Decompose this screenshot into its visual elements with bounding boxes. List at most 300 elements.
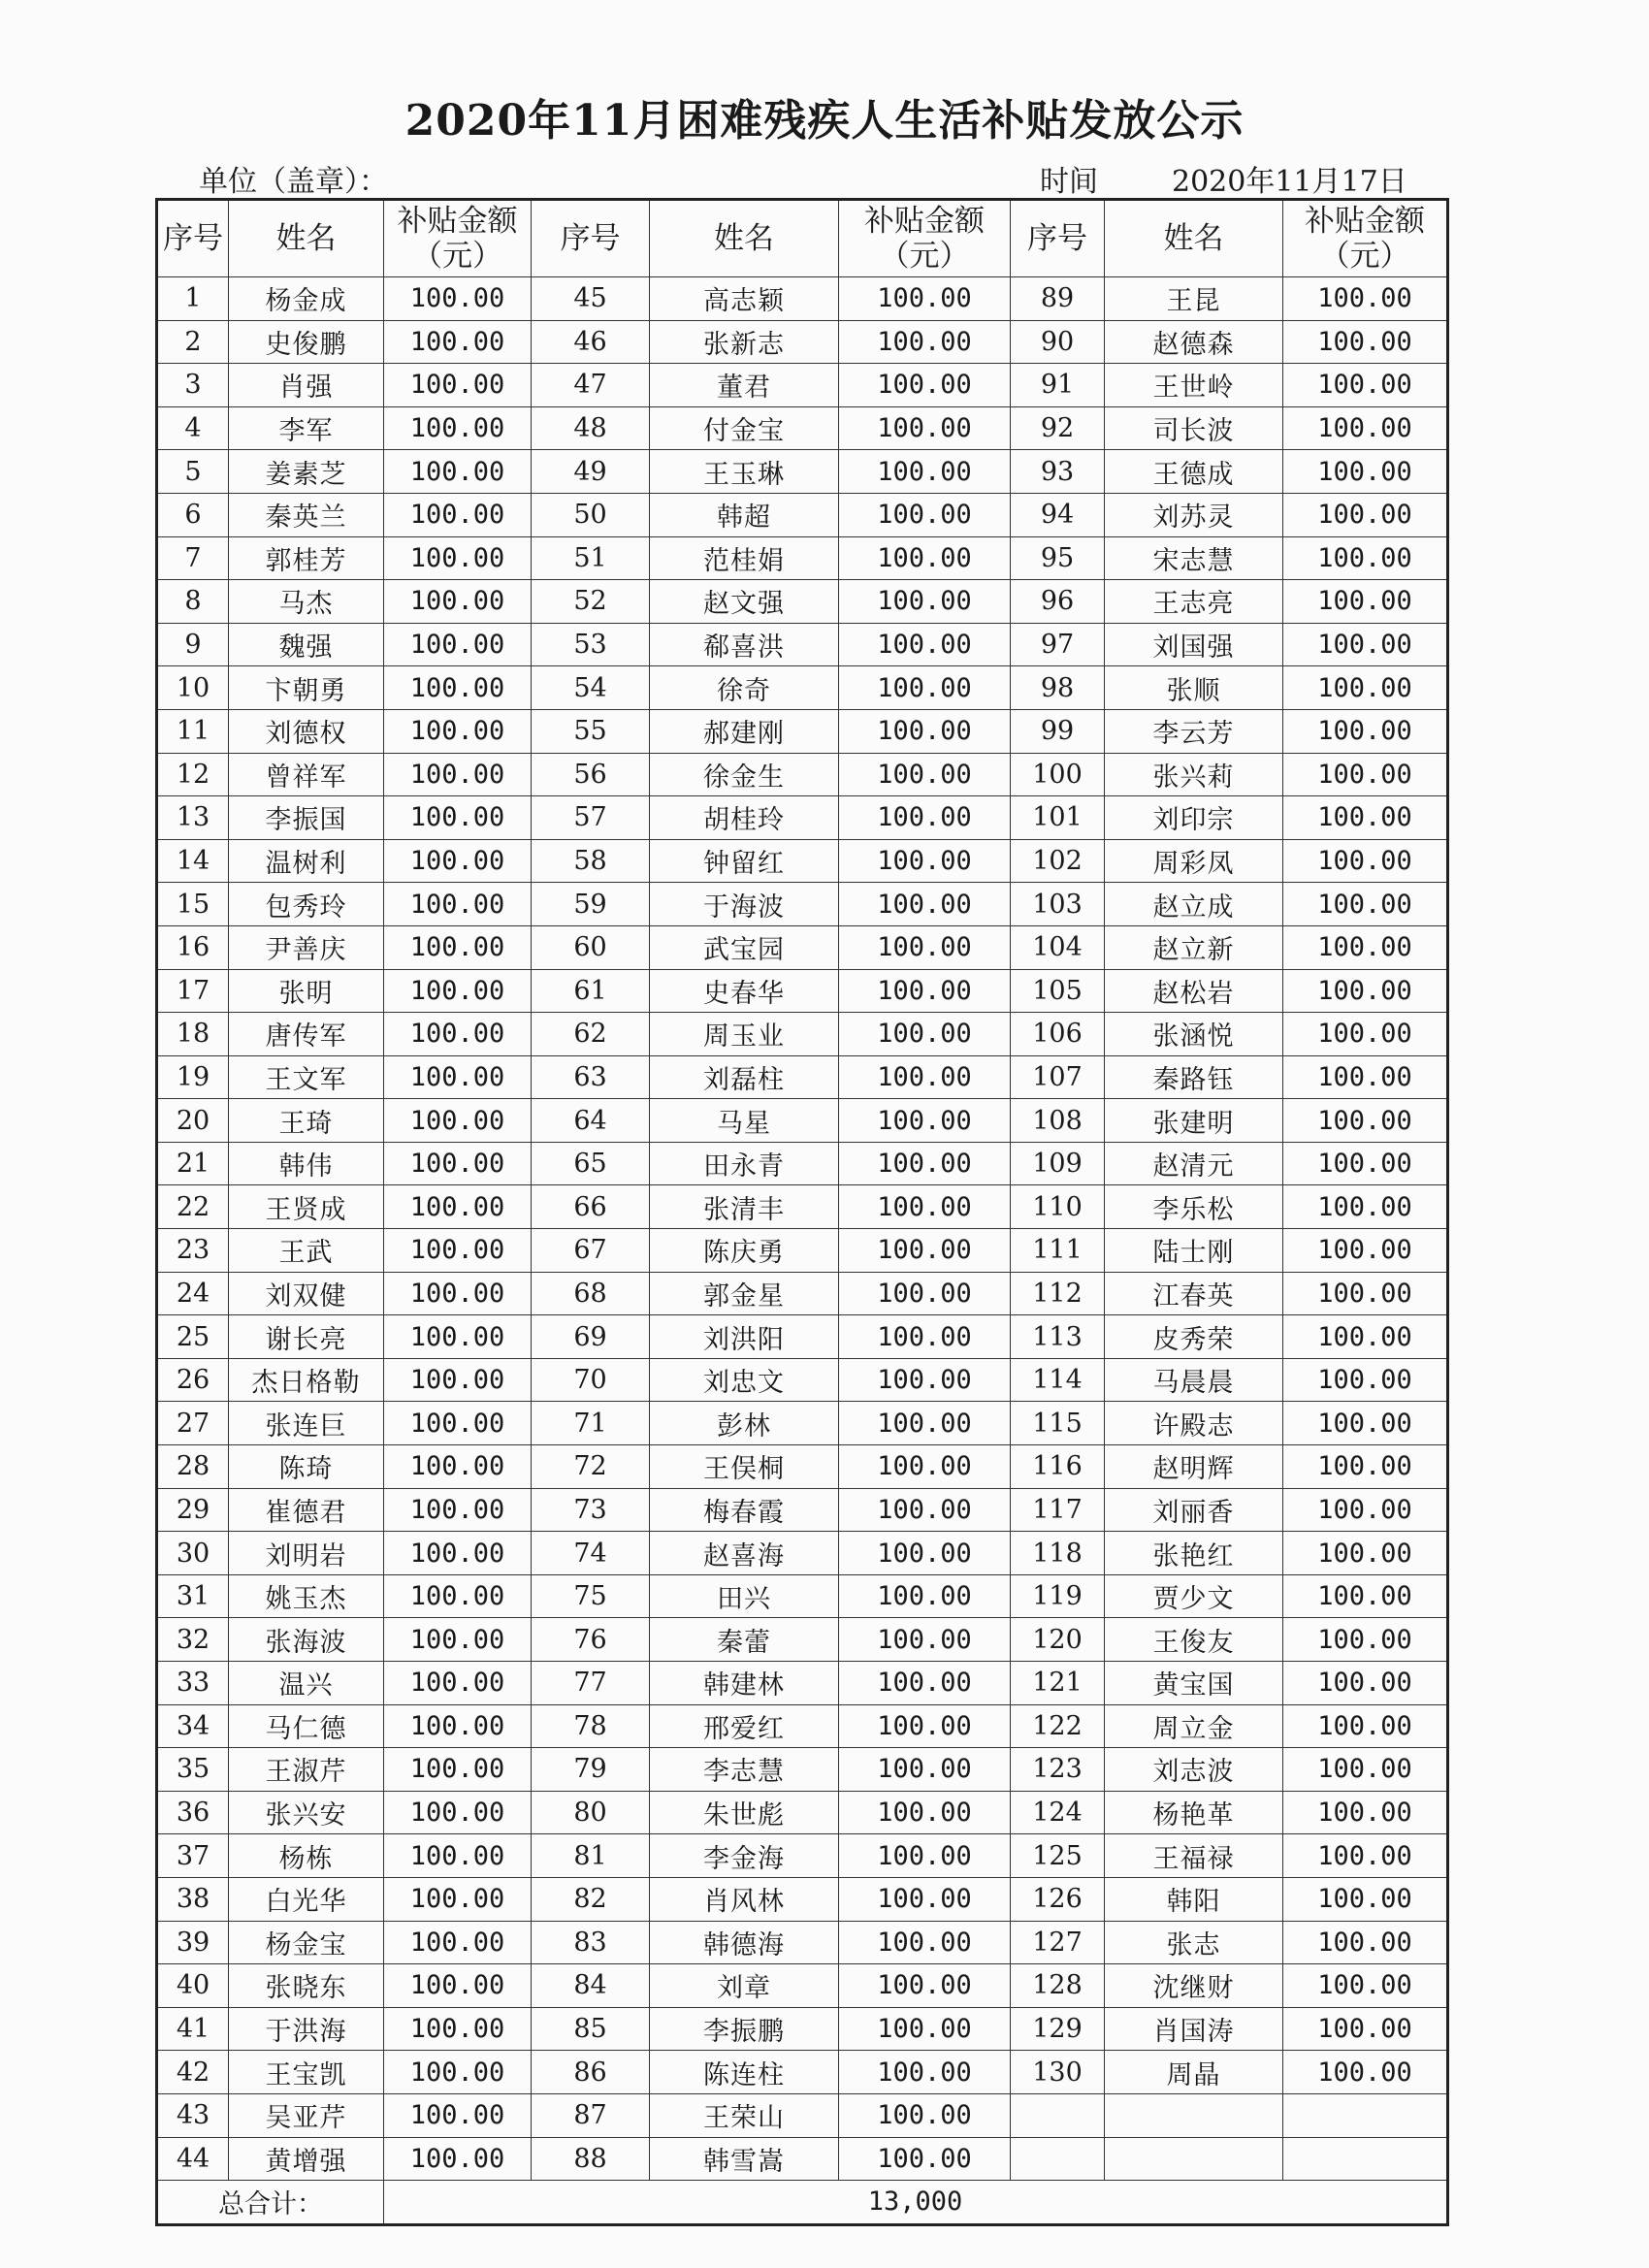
header-seq: 序号 bbox=[532, 200, 650, 277]
amount-cell: 100.00 bbox=[1283, 406, 1448, 450]
amount-cell: 100.00 bbox=[1283, 1013, 1448, 1056]
name-cell: 卞朝勇 bbox=[229, 666, 384, 710]
seq-cell: 88 bbox=[532, 2137, 650, 2181]
seq-cell: 91 bbox=[1011, 364, 1105, 407]
amount-cell: 100.00 bbox=[839, 1964, 1011, 2008]
seq-cell: 129 bbox=[1011, 2007, 1105, 2051]
amount-cell: 100.00 bbox=[384, 1445, 532, 1489]
name-cell: 马晨晨 bbox=[1105, 1358, 1283, 1402]
subsidy-table bbox=[155, 198, 1449, 2226]
name-cell: 谢长亮 bbox=[229, 1315, 384, 1359]
name-cell: 王俣桐 bbox=[650, 1445, 839, 1489]
seq-cell: 65 bbox=[532, 1142, 650, 1185]
amount-cell: 100.00 bbox=[1283, 883, 1448, 926]
page-title: 2020年11月困难残疾人生活补贴发放公示 bbox=[404, 96, 1245, 146]
amount-cell: 100.00 bbox=[384, 1748, 532, 1792]
name-cell: 韩超 bbox=[650, 493, 839, 536]
amount-cell: 100.00 bbox=[839, 1877, 1011, 1921]
seq-cell: 17 bbox=[157, 969, 229, 1013]
amount-cell: 100.00 bbox=[1283, 1574, 1448, 1618]
seq-cell: 14 bbox=[157, 839, 229, 883]
name-cell: 温树利 bbox=[229, 839, 384, 883]
seq-cell: 112 bbox=[1011, 1272, 1105, 1315]
amount-cell: 100.00 bbox=[839, 1402, 1011, 1445]
seq-cell: 76 bbox=[532, 1618, 650, 1662]
amount-cell: 100.00 bbox=[839, 2051, 1011, 2094]
amount-cell: 100.00 bbox=[384, 493, 532, 536]
amount-cell: 100.00 bbox=[839, 1013, 1011, 1056]
amount-cell: 100.00 bbox=[384, 1921, 532, 1964]
amount-cell: 100.00 bbox=[384, 1964, 532, 2008]
table-row bbox=[157, 1315, 1448, 1359]
name-cell: 李志慧 bbox=[650, 1748, 839, 1792]
seq-cell: 87 bbox=[532, 2093, 650, 2137]
amount-cell: 100.00 bbox=[384, 839, 532, 883]
total-label: 总合计： bbox=[157, 2181, 384, 2225]
seq-cell: 13 bbox=[157, 796, 229, 840]
amount-cell: 100.00 bbox=[1283, 1532, 1448, 1575]
seq-cell: 82 bbox=[532, 1877, 650, 1921]
amount-cell: 100.00 bbox=[384, 969, 532, 1013]
name-cell: 张兴莉 bbox=[1105, 753, 1283, 796]
table-row bbox=[157, 2137, 1448, 2181]
amount-cell: 100.00 bbox=[384, 580, 532, 624]
name-cell: 尹善庆 bbox=[229, 925, 384, 969]
header-amount: 补贴金额 （元） bbox=[839, 200, 1011, 277]
name-cell: 王德成 bbox=[1105, 450, 1283, 494]
table-row bbox=[157, 1185, 1448, 1229]
seq-cell: 43 bbox=[157, 2093, 229, 2137]
seq-cell: 74 bbox=[532, 1532, 650, 1575]
seq-cell: 3 bbox=[157, 364, 229, 407]
name-cell: 王荣山 bbox=[650, 2093, 839, 2137]
name-cell: 史春华 bbox=[650, 969, 839, 1013]
amount-cell: 100.00 bbox=[1283, 796, 1448, 840]
seq-cell: 98 bbox=[1011, 666, 1105, 710]
amount-cell: 100.00 bbox=[384, 1055, 532, 1099]
name-cell: 韩阳 bbox=[1105, 1877, 1283, 1921]
name-cell: 刘双健 bbox=[229, 1272, 384, 1315]
name-cell: 包秀玲 bbox=[229, 883, 384, 926]
name-cell: 刘德权 bbox=[229, 709, 384, 753]
name-cell: 沈继财 bbox=[1105, 1964, 1283, 2008]
amount-cell: 100.00 bbox=[384, 1834, 532, 1878]
name-cell: 范桂娟 bbox=[650, 536, 839, 580]
amount-cell: 100.00 bbox=[839, 1099, 1011, 1143]
name-cell: 韩伟 bbox=[229, 1142, 384, 1185]
name-cell: 郭桂芳 bbox=[229, 536, 384, 580]
amount-cell: 100.00 bbox=[839, 1834, 1011, 1878]
total-row bbox=[157, 2181, 1448, 2225]
name-cell: 王志亮 bbox=[1105, 580, 1283, 624]
amount-cell: 100.00 bbox=[839, 580, 1011, 624]
name-cell: 曾祥军 bbox=[229, 753, 384, 796]
name-cell: 胡桂玲 bbox=[650, 796, 839, 840]
amount-cell: 100.00 bbox=[839, 1704, 1011, 1748]
name-cell: 肖强 bbox=[229, 364, 384, 407]
table-row bbox=[157, 1618, 1448, 1662]
name-cell bbox=[1105, 2137, 1283, 2181]
name-cell: 陈连柱 bbox=[650, 2051, 839, 2094]
seq-cell: 117 bbox=[1011, 1488, 1105, 1532]
seq-cell: 34 bbox=[157, 1704, 229, 1748]
name-cell: 王昆 bbox=[1105, 277, 1283, 321]
amount-cell: 100.00 bbox=[1283, 1445, 1448, 1489]
name-cell: 徐奇 bbox=[650, 666, 839, 710]
seq-cell: 71 bbox=[532, 1402, 650, 1445]
seq-cell: 31 bbox=[157, 1574, 229, 1618]
name-cell: 杨金成 bbox=[229, 277, 384, 321]
amount-cell: 100.00 bbox=[384, 1229, 532, 1273]
seq-cell: 99 bbox=[1011, 709, 1105, 753]
name-cell: 李振国 bbox=[229, 796, 384, 840]
seq-cell: 62 bbox=[532, 1013, 650, 1056]
name-cell: 张明 bbox=[229, 969, 384, 1013]
name-cell: 肖国涛 bbox=[1105, 2007, 1283, 2051]
seq-cell: 89 bbox=[1011, 277, 1105, 321]
name-cell: 张连巨 bbox=[229, 1402, 384, 1445]
amount-cell: 100.00 bbox=[1283, 1229, 1448, 1273]
table-row bbox=[157, 1272, 1448, 1315]
name-cell: 李云芳 bbox=[1105, 709, 1283, 753]
name-cell: 赵立成 bbox=[1105, 883, 1283, 926]
table-row bbox=[157, 2007, 1448, 2051]
table-row bbox=[157, 1402, 1448, 1445]
name-cell: 刘苏灵 bbox=[1105, 493, 1283, 536]
seq-cell: 69 bbox=[532, 1315, 650, 1359]
seq-cell: 18 bbox=[157, 1013, 229, 1056]
table-row bbox=[157, 666, 1448, 710]
amount-cell: 100.00 bbox=[384, 666, 532, 710]
table-row bbox=[157, 839, 1448, 883]
seq-cell: 50 bbox=[532, 493, 650, 536]
amount-cell: 100.00 bbox=[1283, 969, 1448, 1013]
seq-cell: 106 bbox=[1011, 1013, 1105, 1056]
amount-cell: 100.00 bbox=[839, 1574, 1011, 1618]
name-cell: 周彩凤 bbox=[1105, 839, 1283, 883]
seq-cell: 78 bbox=[532, 1704, 650, 1748]
amount-cell: 100.00 bbox=[839, 969, 1011, 1013]
seq-cell: 9 bbox=[157, 623, 229, 666]
seq-cell: 47 bbox=[532, 364, 650, 407]
amount-cell: 100.00 bbox=[384, 1488, 532, 1532]
seq-cell: 110 bbox=[1011, 1185, 1105, 1229]
amount-cell: 100.00 bbox=[1283, 1402, 1448, 1445]
name-cell: 马星 bbox=[650, 1099, 839, 1143]
name-cell: 韩雪嵩 bbox=[650, 2137, 839, 2181]
seq-cell: 15 bbox=[157, 883, 229, 926]
name-cell: 王玉琳 bbox=[650, 450, 839, 494]
table-row bbox=[157, 1964, 1448, 2008]
name-cell: 王淑芹 bbox=[229, 1748, 384, 1792]
seq-cell: 20 bbox=[157, 1099, 229, 1143]
amount-cell: 100.00 bbox=[1283, 1748, 1448, 1792]
name-cell: 秦路钰 bbox=[1105, 1055, 1283, 1099]
name-cell: 刘志波 bbox=[1105, 1748, 1283, 1792]
amount-cell: 100.00 bbox=[1283, 1921, 1448, 1964]
name-cell: 赵明辉 bbox=[1105, 1445, 1283, 1489]
name-cell: 司长波 bbox=[1105, 406, 1283, 450]
amount-cell: 100.00 bbox=[1283, 1964, 1448, 2008]
seq-cell: 19 bbox=[157, 1055, 229, 1099]
seq-cell: 21 bbox=[157, 1142, 229, 1185]
seq-cell: 123 bbox=[1011, 1748, 1105, 1792]
name-cell: 陈琦 bbox=[229, 1445, 384, 1489]
name-cell: 许殿志 bbox=[1105, 1402, 1283, 1445]
name-cell: 田永青 bbox=[650, 1142, 839, 1185]
seq-cell: 54 bbox=[532, 666, 650, 710]
seq-cell: 58 bbox=[532, 839, 650, 883]
table-row bbox=[157, 450, 1448, 494]
seq-cell: 5 bbox=[157, 450, 229, 494]
seq-cell: 52 bbox=[532, 580, 650, 624]
seq-cell: 83 bbox=[532, 1921, 650, 1964]
name-cell: 秦蕾 bbox=[650, 1618, 839, 1662]
table-row bbox=[157, 1574, 1448, 1618]
table-row bbox=[157, 623, 1448, 666]
amount-cell: 100.00 bbox=[1283, 1834, 1448, 1878]
amount-cell: 100.00 bbox=[1283, 277, 1448, 321]
table-row bbox=[157, 969, 1448, 1013]
name-cell: 韩德海 bbox=[650, 1921, 839, 1964]
amount-cell: 100.00 bbox=[839, 1315, 1011, 1359]
name-cell: 李金海 bbox=[650, 1834, 839, 1878]
seq-cell: 108 bbox=[1011, 1099, 1105, 1143]
amount-cell: 100.00 bbox=[839, 1229, 1011, 1273]
seq-cell: 8 bbox=[157, 580, 229, 624]
amount-cell: 100.00 bbox=[384, 1013, 532, 1056]
name-cell: 朱世彪 bbox=[650, 1791, 839, 1834]
amount-cell: 100.00 bbox=[839, 1488, 1011, 1532]
amount-cell: 100.00 bbox=[839, 406, 1011, 450]
name-cell: 张海波 bbox=[229, 1618, 384, 1662]
table-row bbox=[157, 1662, 1448, 1705]
seq-cell: 48 bbox=[532, 406, 650, 450]
name-cell: 马仁德 bbox=[229, 1704, 384, 1748]
amount-cell: 100.00 bbox=[1283, 580, 1448, 624]
seq-cell: 63 bbox=[532, 1055, 650, 1099]
amount-cell: 100.00 bbox=[839, 839, 1011, 883]
name-cell: 贾少文 bbox=[1105, 1574, 1283, 1618]
amount-cell: 100.00 bbox=[839, 925, 1011, 969]
seq-cell: 70 bbox=[532, 1358, 650, 1402]
seq-cell: 29 bbox=[157, 1488, 229, 1532]
seq-cell: 127 bbox=[1011, 1921, 1105, 1964]
time-value: 2020年11月17日 bbox=[1172, 165, 1407, 199]
name-cell: 周晶 bbox=[1105, 2051, 1283, 2094]
seq-cell: 64 bbox=[532, 1099, 650, 1143]
amount-cell: 100.00 bbox=[1283, 925, 1448, 969]
name-cell: 白光华 bbox=[229, 1877, 384, 1921]
name-cell: 郭金星 bbox=[650, 1272, 839, 1315]
amount-cell: 100.00 bbox=[1283, 493, 1448, 536]
table-row bbox=[157, 1704, 1448, 1748]
amount-cell: 100.00 bbox=[839, 2137, 1011, 2181]
name-cell: 梅春霞 bbox=[650, 1488, 839, 1532]
seq-cell: 72 bbox=[532, 1445, 650, 1489]
amount-cell: 100.00 bbox=[384, 796, 532, 840]
amount-cell: 100.00 bbox=[839, 1662, 1011, 1705]
name-cell: 董君 bbox=[650, 364, 839, 407]
seq-cell: 125 bbox=[1011, 1834, 1105, 1878]
amount-cell: 100.00 bbox=[1283, 1185, 1448, 1229]
table-row bbox=[157, 580, 1448, 624]
seq-cell: 84 bbox=[532, 1964, 650, 2008]
seq-cell: 94 bbox=[1011, 493, 1105, 536]
seq-cell: 128 bbox=[1011, 1964, 1105, 2008]
seq-cell: 119 bbox=[1011, 1574, 1105, 1618]
amount-cell: 100.00 bbox=[384, 1618, 532, 1662]
seq-cell: 97 bbox=[1011, 623, 1105, 666]
name-cell: 付金宝 bbox=[650, 406, 839, 450]
name-cell: 郗喜洪 bbox=[650, 623, 839, 666]
amount-cell: 100.00 bbox=[1283, 1099, 1448, 1143]
name-cell: 赵清元 bbox=[1105, 1142, 1283, 1185]
name-cell: 吴亚芹 bbox=[229, 2093, 384, 2137]
name-cell: 田兴 bbox=[650, 1574, 839, 1618]
amount-cell: 100.00 bbox=[839, 1921, 1011, 1964]
name-cell: 王宝凯 bbox=[229, 2051, 384, 2094]
amount-cell: 100.00 bbox=[384, 1662, 532, 1705]
table-row bbox=[157, 1532, 1448, 1575]
table-row bbox=[157, 796, 1448, 840]
name-cell: 刘丽香 bbox=[1105, 1488, 1283, 1532]
table-row bbox=[157, 2051, 1448, 2094]
amount-cell: 100.00 bbox=[839, 709, 1011, 753]
seq-cell: 86 bbox=[532, 2051, 650, 2094]
seq-cell: 101 bbox=[1011, 796, 1105, 840]
seq-cell: 77 bbox=[532, 1662, 650, 1705]
name-cell: 马杰 bbox=[229, 580, 384, 624]
seq-cell: 95 bbox=[1011, 536, 1105, 580]
amount-cell: 100.00 bbox=[839, 277, 1011, 321]
amount-cell: 100.00 bbox=[839, 2007, 1011, 2051]
amount-cell: 100.00 bbox=[384, 1402, 532, 1445]
amount-cell: 100.00 bbox=[1283, 1488, 1448, 1532]
table-row bbox=[157, 1445, 1448, 1489]
amount-cell: 100.00 bbox=[1283, 1662, 1448, 1705]
seq-cell: 56 bbox=[532, 753, 650, 796]
amount-cell: 100.00 bbox=[1283, 1618, 1448, 1662]
name-cell: 于海波 bbox=[650, 883, 839, 926]
amount-cell: 100.00 bbox=[384, 1532, 532, 1575]
name-cell: 张建明 bbox=[1105, 1099, 1283, 1143]
seq-cell: 115 bbox=[1011, 1402, 1105, 1445]
name-cell: 肖风林 bbox=[650, 1877, 839, 1921]
table-row bbox=[157, 2093, 1448, 2137]
name-cell: 王文军 bbox=[229, 1055, 384, 1099]
seq-cell: 7 bbox=[157, 536, 229, 580]
seq-cell: 16 bbox=[157, 925, 229, 969]
seq-cell: 32 bbox=[157, 1618, 229, 1662]
amount-cell: 100.00 bbox=[384, 753, 532, 796]
name-cell: 彭林 bbox=[650, 1402, 839, 1445]
seq-cell: 81 bbox=[532, 1834, 650, 1878]
seq-cell: 104 bbox=[1011, 925, 1105, 969]
name-cell: 黄宝国 bbox=[1105, 1662, 1283, 1705]
amount-cell: 100.00 bbox=[839, 1055, 1011, 1099]
seq-cell: 28 bbox=[157, 1445, 229, 1489]
name-cell: 郝建刚 bbox=[650, 709, 839, 753]
amount-cell bbox=[1283, 2093, 1448, 2137]
seq-cell: 100 bbox=[1011, 753, 1105, 796]
seq-cell: 24 bbox=[157, 1272, 229, 1315]
amount-cell: 100.00 bbox=[839, 364, 1011, 407]
seq-cell: 96 bbox=[1011, 580, 1105, 624]
amount-cell: 100.00 bbox=[384, 450, 532, 494]
amount-cell: 100.00 bbox=[384, 1877, 532, 1921]
amount-cell: 100.00 bbox=[384, 1185, 532, 1229]
name-cell: 刘明岩 bbox=[229, 1532, 384, 1575]
header-name: 姓名 bbox=[650, 200, 839, 277]
amount-cell: 100.00 bbox=[384, 1099, 532, 1143]
name-cell: 温兴 bbox=[229, 1662, 384, 1705]
amount-cell: 100.00 bbox=[384, 623, 532, 666]
name-cell: 王俊友 bbox=[1105, 1618, 1283, 1662]
seq-cell: 103 bbox=[1011, 883, 1105, 926]
amount-cell: 100.00 bbox=[1283, 666, 1448, 710]
amount-cell: 100.00 bbox=[384, 1358, 532, 1402]
amount-cell: 100.00 bbox=[384, 1791, 532, 1834]
amount-cell: 100.00 bbox=[384, 536, 532, 580]
seq-cell: 26 bbox=[157, 1358, 229, 1402]
name-cell: 王琦 bbox=[229, 1099, 384, 1143]
seq-cell: 122 bbox=[1011, 1704, 1105, 1748]
seq-cell: 102 bbox=[1011, 839, 1105, 883]
seq-cell: 38 bbox=[157, 1877, 229, 1921]
name-cell: 赵喜海 bbox=[650, 1532, 839, 1575]
time-label: 时间 bbox=[1040, 165, 1098, 199]
name-cell: 李军 bbox=[229, 406, 384, 450]
seq-cell: 33 bbox=[157, 1662, 229, 1705]
seq-cell: 25 bbox=[157, 1315, 229, 1359]
seq-cell: 113 bbox=[1011, 1315, 1105, 1359]
seq-cell: 67 bbox=[532, 1229, 650, 1273]
table-row bbox=[157, 1358, 1448, 1402]
amount-cell: 100.00 bbox=[1283, 623, 1448, 666]
amount-cell: 100.00 bbox=[839, 536, 1011, 580]
name-cell: 张顺 bbox=[1105, 666, 1283, 710]
amount-cell: 100.00 bbox=[839, 1791, 1011, 1834]
name-cell: 皮秀荣 bbox=[1105, 1315, 1283, 1359]
name-cell: 姚玉杰 bbox=[229, 1574, 384, 1618]
amount-cell: 100.00 bbox=[384, 1272, 532, 1315]
amount-cell: 100.00 bbox=[839, 883, 1011, 926]
seq-cell: 93 bbox=[1011, 450, 1105, 494]
amount-cell: 100.00 bbox=[839, 666, 1011, 710]
seq-cell: 116 bbox=[1011, 1445, 1105, 1489]
name-cell: 邢爱红 bbox=[650, 1704, 839, 1748]
name-cell: 徐金生 bbox=[650, 753, 839, 796]
name-cell: 唐传军 bbox=[229, 1013, 384, 1056]
amount-cell: 100.00 bbox=[839, 1748, 1011, 1792]
amount-cell: 100.00 bbox=[839, 623, 1011, 666]
seq-cell: 60 bbox=[532, 925, 650, 969]
name-cell: 黄增强 bbox=[229, 2137, 384, 2181]
total-value: 13,000 bbox=[384, 2181, 1448, 2225]
amount-cell: 100.00 bbox=[1283, 1142, 1448, 1185]
table-row bbox=[157, 406, 1448, 450]
amount-cell: 100.00 bbox=[384, 320, 532, 364]
amount-cell: 100.00 bbox=[839, 1358, 1011, 1402]
amount-cell: 100.00 bbox=[839, 1185, 1011, 1229]
amount-cell: 100.00 bbox=[839, 1618, 1011, 1662]
seq-cell: 46 bbox=[532, 320, 650, 364]
name-cell: 刘洪阳 bbox=[650, 1315, 839, 1359]
seq-cell: 36 bbox=[157, 1791, 229, 1834]
seq-cell: 51 bbox=[532, 536, 650, 580]
seq-cell: 107 bbox=[1011, 1055, 1105, 1099]
